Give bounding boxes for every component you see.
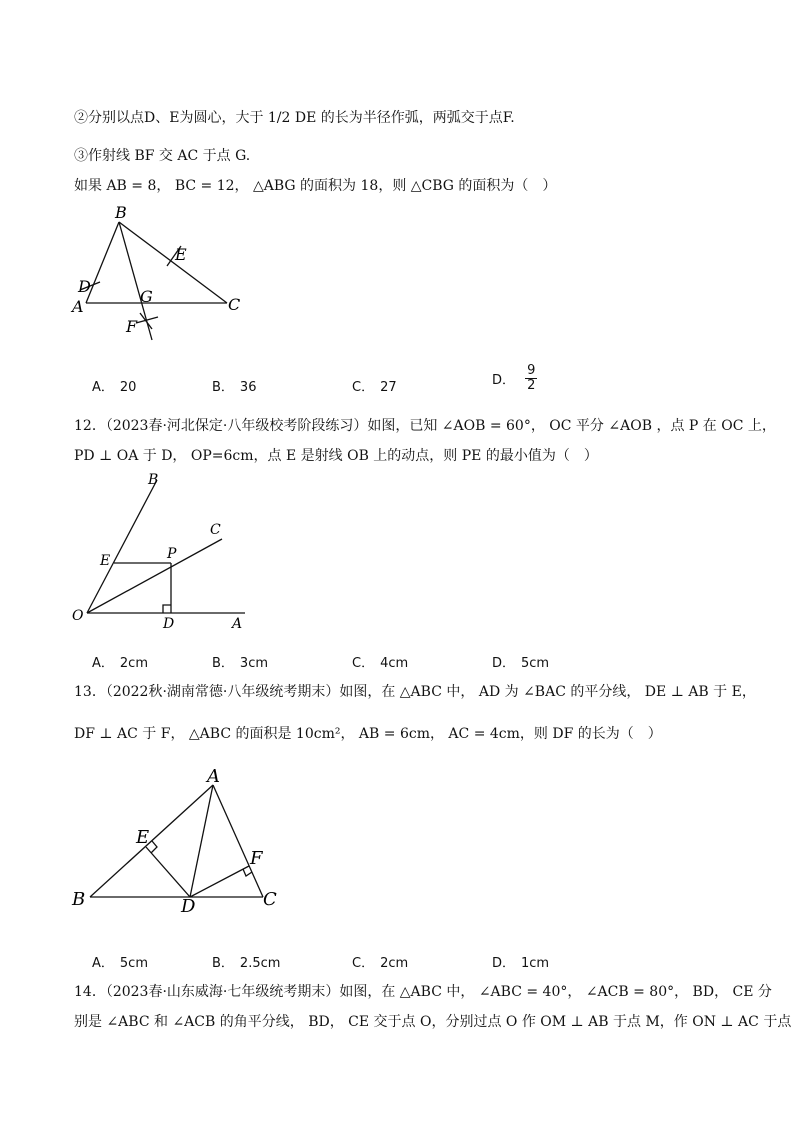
q13-option-a[interactable]: A． 5cm: [92, 956, 148, 971]
q11-figure: [60, 200, 260, 350]
q12-option-a[interactable]: A． 2cm: [92, 656, 148, 671]
q11-label-b: B: [115, 203, 127, 222]
q11-step2: ②分别以点D、E为圆心，大于 1/2 DE 的长为半径作弧，两弧交于点F.: [74, 110, 515, 126]
q11-stem: 如果 AB = 8， BC = 12， △ABG 的面积为 18，则 △CBG 的面积为（ ）: [74, 178, 557, 194]
q11-label-g: G: [140, 287, 153, 306]
q13-label-e: E: [136, 827, 150, 848]
fraction: $\frac{9}{2}$: [527, 363, 536, 393]
q11-label-d: D: [78, 277, 91, 296]
q12-label-p: P: [167, 546, 177, 562]
q11-option-c[interactable]: C． 27: [352, 380, 397, 395]
q13-line2: DF ⊥ AC 于 F， △ABC 的面积是 10cm²， AB = 6cm， AC = 4cm，则 DF 的长为（ ）: [74, 726, 662, 742]
q13-option-c[interactable]: C． 2cm: [352, 956, 409, 971]
q13-label-b: B: [72, 889, 86, 910]
q13-label-c: C: [263, 889, 277, 910]
q11-label-a: A: [72, 297, 84, 316]
q11-option-a[interactable]: A． 20: [92, 380, 137, 395]
q12-label-c: C: [210, 522, 221, 538]
q13-line1: 13．（2022秋·湖南常德·八年级统考期末）如图，在 △ABC 中， AD 为 ∠BAC 的平分线， DE ⊥ AB 于 E，: [74, 684, 756, 700]
q11-label-e: E: [175, 245, 187, 264]
q12-line2: PD ⊥ OA 于 D， OP=6cm，点 E 是射线 OB 上的动点，则 PE 的最小值为（ ）: [74, 448, 598, 464]
q12-label-o: O: [72, 608, 84, 624]
q11-step3: ③作射线 BF 交 AC 于点 G.: [74, 148, 251, 164]
q12-label-b: B: [148, 472, 159, 488]
q12-option-c[interactable]: C． 4cm: [352, 656, 409, 671]
q12-figure: [60, 468, 260, 633]
q12-label-e: E: [100, 553, 111, 569]
q14-line2: 别是 ∠ABC 和 ∠ACB 的角平分线， BD， CE 交于点 O，分别过点 O 作 OM ⊥ AB 于点 M，作 ON ⊥ AC 于点: [74, 1014, 792, 1030]
q13-label-d: D: [181, 896, 196, 913]
q13-label-a: A: [207, 768, 220, 787]
q11-label-f: F: [126, 317, 138, 336]
q11-option-d[interactable]: D． $\frac{9}{2}$: [492, 363, 536, 393]
q13-option-d[interactable]: D． 1cm: [492, 956, 550, 971]
q13-option-b[interactable]: B． 2.5cm: [212, 956, 281, 971]
q11-label-c: C: [228, 295, 241, 314]
q12-label-a: A: [232, 616, 243, 632]
q12-option-b[interactable]: B． 3cm: [212, 656, 269, 671]
q12-line1: 12．（2023春·河北保定·八年级校考阶段练习）如图，已知 ∠AOB = 60°， OC 平分 ∠AOB ，点 P 在 OC 上，: [74, 418, 776, 434]
q11-option-b[interactable]: B． 36: [212, 380, 257, 395]
q13-label-f: F: [250, 848, 263, 869]
q14-line1: 14．（2023春·山东威海·七年级统考期末）如图，在 △ABC 中， ∠ABC = 40°， ∠ACB = 80°， BD， CE 分: [74, 984, 772, 1000]
q12-label-d: D: [163, 616, 175, 632]
q12-option-d[interactable]: D． 5cm: [492, 656, 550, 671]
q13-figure: [60, 768, 300, 913]
